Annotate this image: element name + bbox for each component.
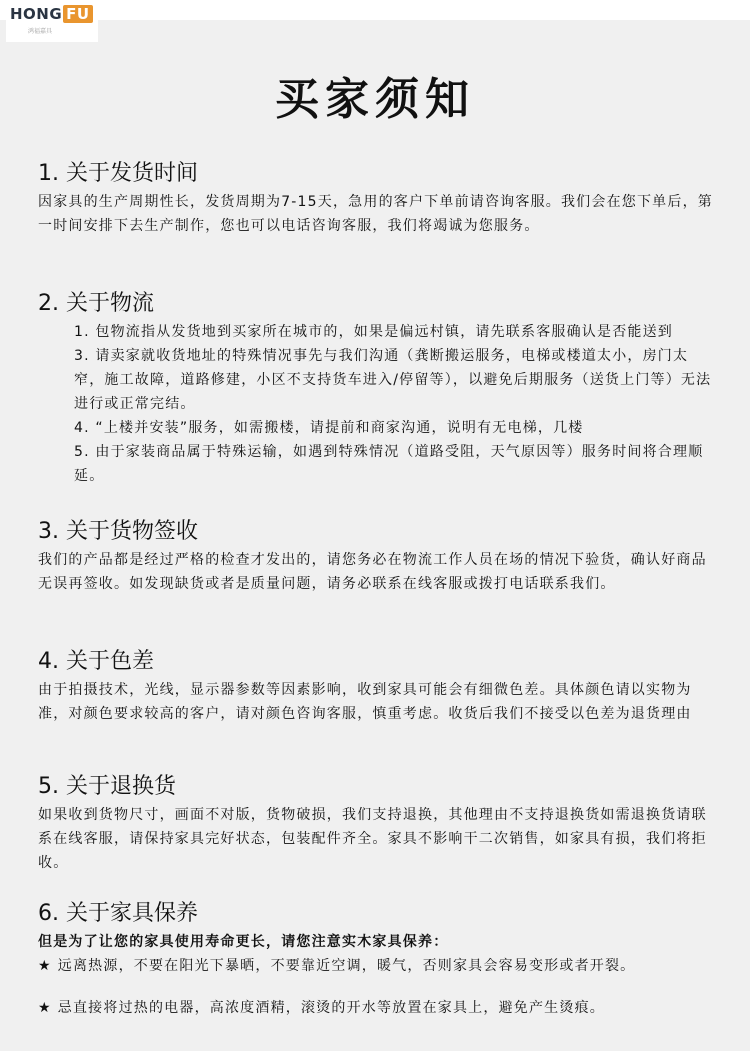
care-tip-text: 远离热源，不要在阳光下暴晒，不要靠近空调，暖气，否则家具会容易变形或者开裂。 (57, 958, 636, 974)
section-care (38, 900, 718, 1020)
section-heading: 6. 关于家具保养 (38, 901, 198, 926)
list-item: 4. “上楼并安装”服务，如需搬楼，请提前和商家沟通，说明有无电梯，几楼 (74, 420, 584, 436)
care-intro: 但是为了让您的家具使用寿命更长，请您注意实木家具保养： (38, 934, 449, 950)
top-strip (0, 0, 750, 20)
section-color-difference (38, 648, 718, 726)
care-tip (38, 954, 718, 978)
section-receipt (38, 518, 718, 596)
list-item: 5. 由于家装商品属于特殊运输，如遇到特殊情况（道路受阻，天气原因等）服务时间将合理顺延。 (74, 444, 704, 484)
section-heading: 1. 关于发货时间 (38, 161, 198, 186)
section-paragraph: 我们的产品都是经过严格的检查才发出的，请您务必在物流工作人员在场的情况下验货，确认好商品无误再签收。如发现缺货或者是质量问题，请务必联系在线客服或拨打电话联系我们。 (38, 552, 707, 592)
section-returns (38, 773, 718, 875)
section-heading: 3. 关于货物签收 (38, 519, 198, 544)
brand-logo (6, 2, 98, 42)
list-item: 3. 请卖家就收货地址的特殊情况事先与我们沟通（龚断搬运服务，电梯或楼道太小，房门太窄，施工故障，道路修建，小区不支持货车进入/停留等），以避免后期服务（送货上门等）无法进行或正常完结。 (74, 348, 712, 412)
section-logistics (38, 290, 718, 488)
section-paragraph: 由于拍摄技术，光线，显示器参数等因素影响，收到家具可能会有细微色差。具体颜色请以实物为准，对颜色要求较高的客户，请对颜色咨询客服，慎重考虑。收货后我们不接受以色差为退货理由 (38, 682, 692, 722)
star-icon: ★ (38, 958, 52, 974)
section-paragraph: 如果收到货物尺寸，画面不对版，货物破损，我们支持退换，其他理由不支持退换货如需退换货请联系在线客服，请保持家具完好状态，包装配件齐全。家具不影响干二次销售，如家具有损，我们将拒收。 (38, 807, 707, 871)
logo-word-a: HONG (10, 5, 63, 23)
section-heading: 2. 关于物流 (38, 291, 154, 316)
section-heading: 4. 关于色差 (38, 649, 154, 674)
star-icon: ★ (38, 1000, 52, 1016)
section-shipping-time (38, 160, 718, 238)
logo-subtitle: 鸿福嘉具 (28, 28, 53, 35)
section-paragraph: 因家具的生产周期性长，发货周期为7-15天，急用的客户下单前请咨询客服。我们会在您下单后，第一时间安排下去生产制作，您也可以电话咨询客服，我们将竭诚为您服务。 (38, 194, 713, 234)
logo-wordmark (10, 5, 93, 23)
care-tip-text: 忌直接将过热的电器，高浓度酒精，滚烫的开水等放置在家具上，避免产生烫痕。 (57, 1000, 605, 1016)
logo-word-b: FU (63, 5, 92, 23)
section-heading: 5. 关于退换货 (38, 774, 176, 799)
list-item: 1. 包物流指从发货地到买家所在城市的，如果是偏远村镇，请先联系客服确认是否能送到 (74, 324, 674, 340)
care-tip (38, 996, 718, 1020)
page-title: 买家须知 (275, 74, 475, 125)
